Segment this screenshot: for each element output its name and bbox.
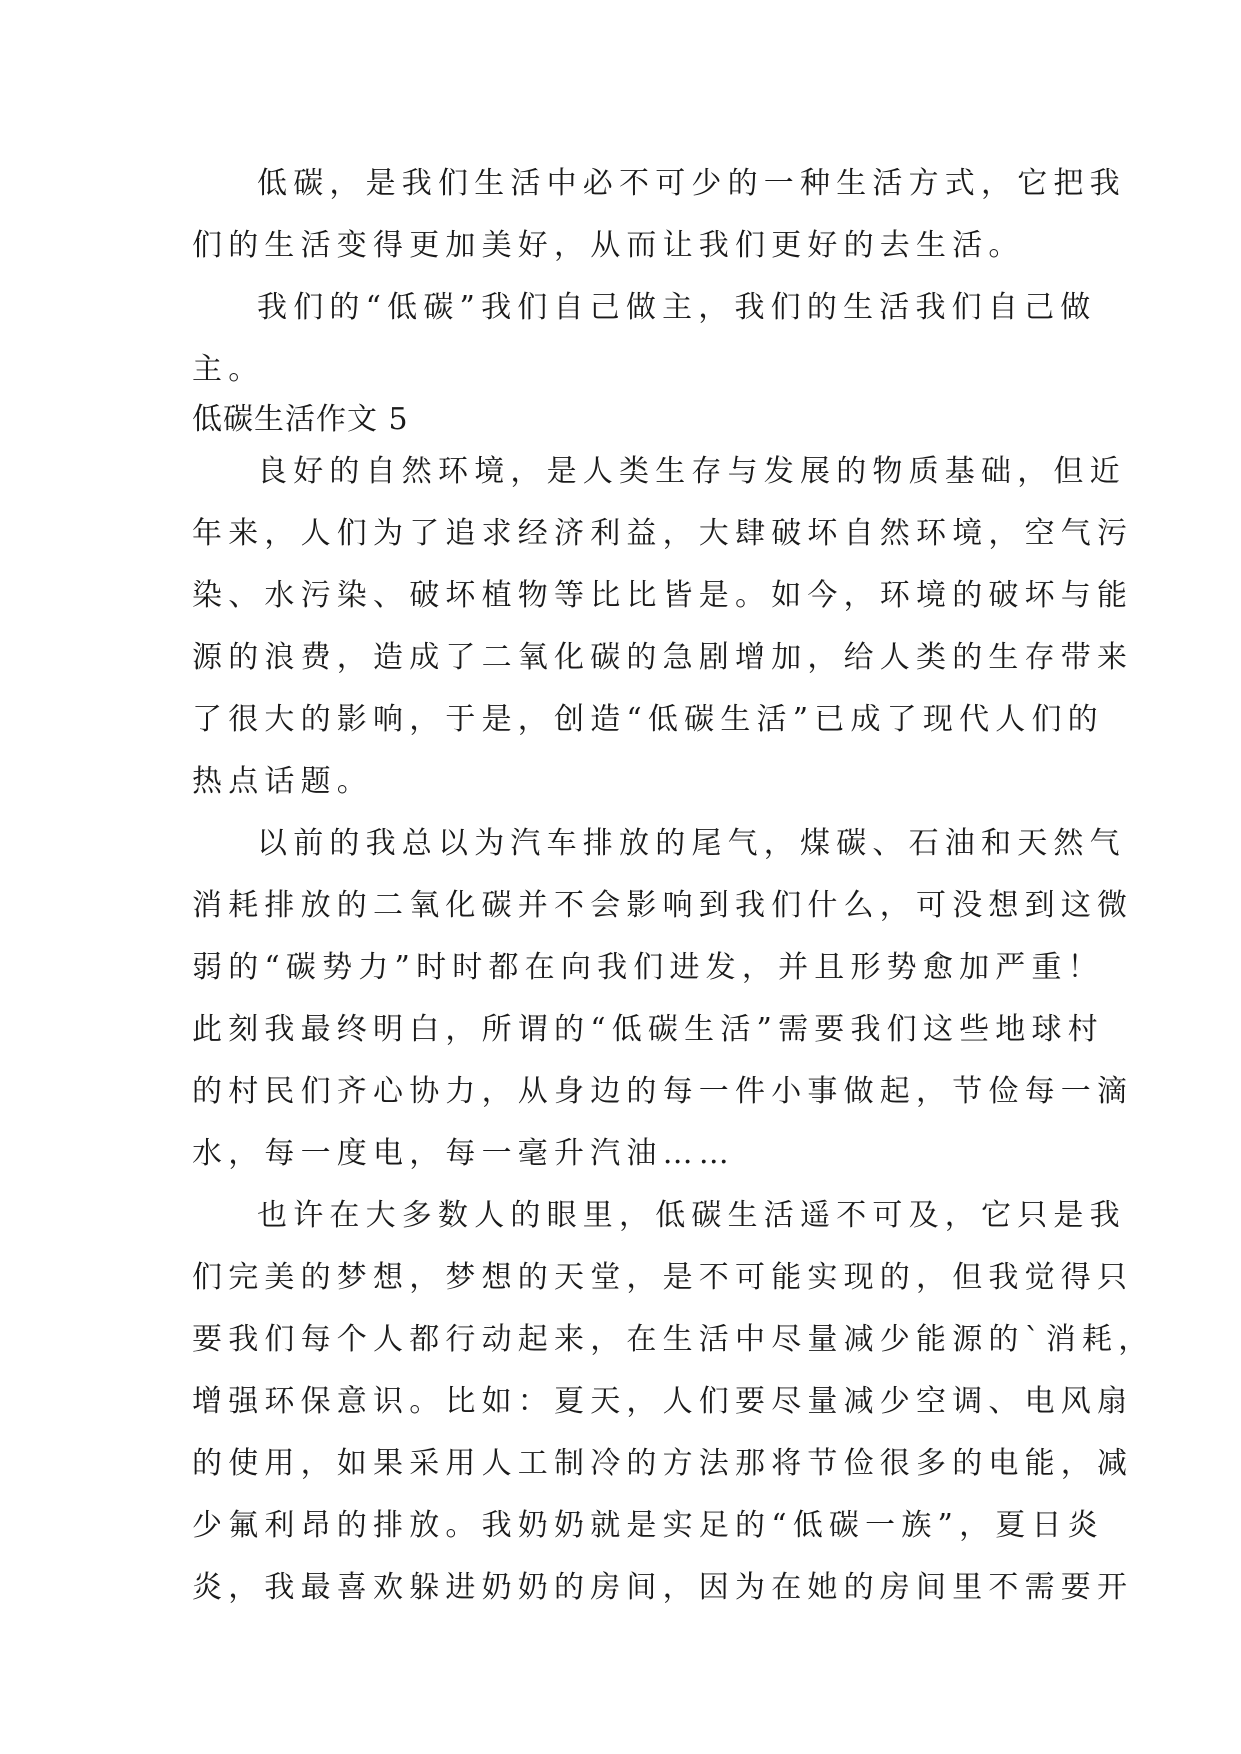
paragraph-line: 们的生活变得更加美好，从而让我们更好的去生活。: [192, 228, 1025, 263]
paragraph-line: 良好的自然环境，是人类生存与发展的物质基础，但近: [257, 454, 1126, 489]
paragraph-line: 染、水污染、破坏植物等比比皆是。如今，环境的破坏与能: [192, 578, 1134, 613]
paragraph-line: 水，每一度电，每一毫升汽油……: [192, 1136, 735, 1171]
paragraph-line: 主。: [192, 352, 265, 387]
paragraph-line: 要我们每个人都行动起来，在生活中尽量减少能源的`消耗，: [192, 1322, 1155, 1357]
paragraph-line: 此刻我最终明白，所谓的“低碳生活”需要我们这些地球村: [192, 1012, 1104, 1047]
paragraph-line: 少氟利昂的排放。我奶奶就是实足的“低碳一族”，夏日炎: [192, 1508, 1104, 1543]
paragraph-line: 以前的我总以为汽车排放的尾气，煤碳、石油和天然气: [257, 826, 1126, 861]
paragraph-line: 我们的“低碳”我们自己做主，我们的生活我们自己做: [257, 290, 1097, 325]
paragraph-line: 炎，我最喜欢躲进奶奶的房间，因为在她的房间里不需要开: [192, 1570, 1134, 1605]
paragraph-line: 了很大的影响，于是，创造“低碳生活”已成了现代人们的: [192, 702, 1104, 737]
paragraph-line: 源的浪费，造成了二氧化碳的急剧增加，给人类的生存带来: [192, 640, 1134, 675]
paragraph-line: 的村民们齐心协力，从身边的每一件小事做起，节俭每一滴: [192, 1074, 1134, 1109]
paragraph-line: 的使用，如果采用人工制冷的方法那将节俭很多的电能，减: [192, 1446, 1134, 1481]
paragraph-line: 低碳，是我们生活中必不可少的一种生活方式，它把我: [257, 166, 1126, 201]
paragraph-line: 增强环保意识。比如：夏天，人们要尽量减少空调、电风扇: [192, 1384, 1134, 1419]
paragraph-line: 热点话题。: [192, 764, 373, 799]
paragraph-line: 年来，人们为了追求经济利益，大肆破坏自然环境，空气污: [192, 516, 1134, 551]
paragraph-line: 也许在大多数人的眼里，低碳生活遥不可及，它只是我: [257, 1198, 1126, 1233]
paragraph-line: 弱的“碳势力”时时都在向我们进发，并且形势愈加严重！: [192, 950, 1104, 985]
paragraph-line: 们完美的梦想，梦想的天堂，是不可能实现的，但我觉得只: [192, 1260, 1134, 1295]
section-heading: 低碳生活作文 5: [192, 402, 409, 437]
paragraph-line: 消耗排放的二氧化碳并不会影响到我们什么，可没想到这微: [192, 888, 1134, 923]
